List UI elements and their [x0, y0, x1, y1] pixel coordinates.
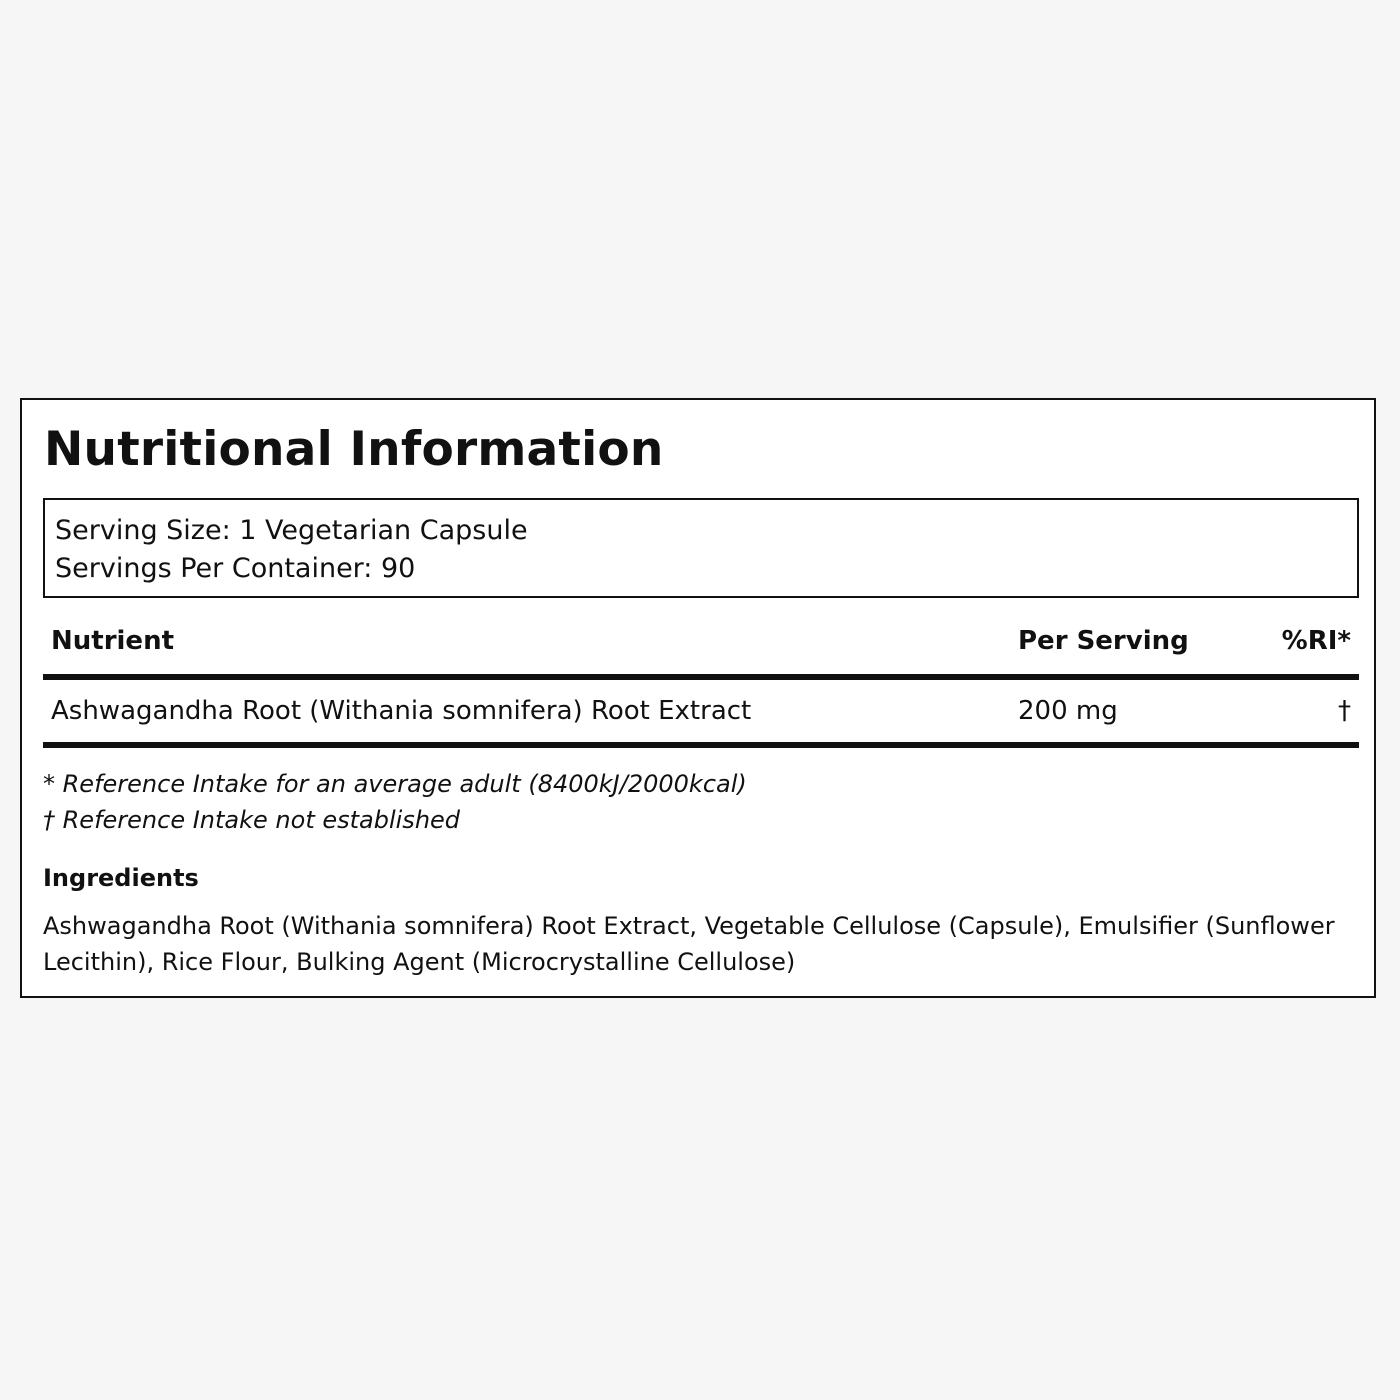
footnote-ri-definition: * Reference Intake for an average adult (8400kJ/2000kcal): [43, 770, 747, 798]
footnote-ri-not-established: † Reference Intake not established: [43, 806, 461, 834]
ingredients-heading: Ingredients: [43, 864, 199, 892]
nutrition-panel: [20, 398, 1376, 998]
header-per-serving: Per Serving: [1018, 626, 1189, 656]
row-nutrient: Ashwagandha Root (Withania somnifera) Root Extract: [51, 696, 752, 726]
footnotes: [43, 766, 747, 838]
ingredients-text: Ashwagandha Root (Withania somnifera) Root Extract, Vegetable Cellulose (Capsule), Emulsifier (Sunflower Lecithin), Rice Flour, Bulking Agent (Microcrystalline Cellulose): [43, 912, 1335, 976]
serving-size: Serving Size: 1 Vegetarian Capsule: [55, 515, 528, 546]
header-ri: %RI*: [1281, 626, 1351, 656]
row-per-serving: 200 mg: [1018, 696, 1118, 726]
row-ri: †: [1338, 696, 1351, 726]
serving-info-box: [43, 498, 1359, 598]
table-row: [43, 692, 1359, 748]
panel-title: Nutritional Information: [44, 422, 664, 477]
table-header: [43, 622, 1359, 680]
header-nutrient: Nutrient: [51, 626, 175, 656]
servings-per-container: Servings Per Container: 90: [55, 553, 416, 584]
